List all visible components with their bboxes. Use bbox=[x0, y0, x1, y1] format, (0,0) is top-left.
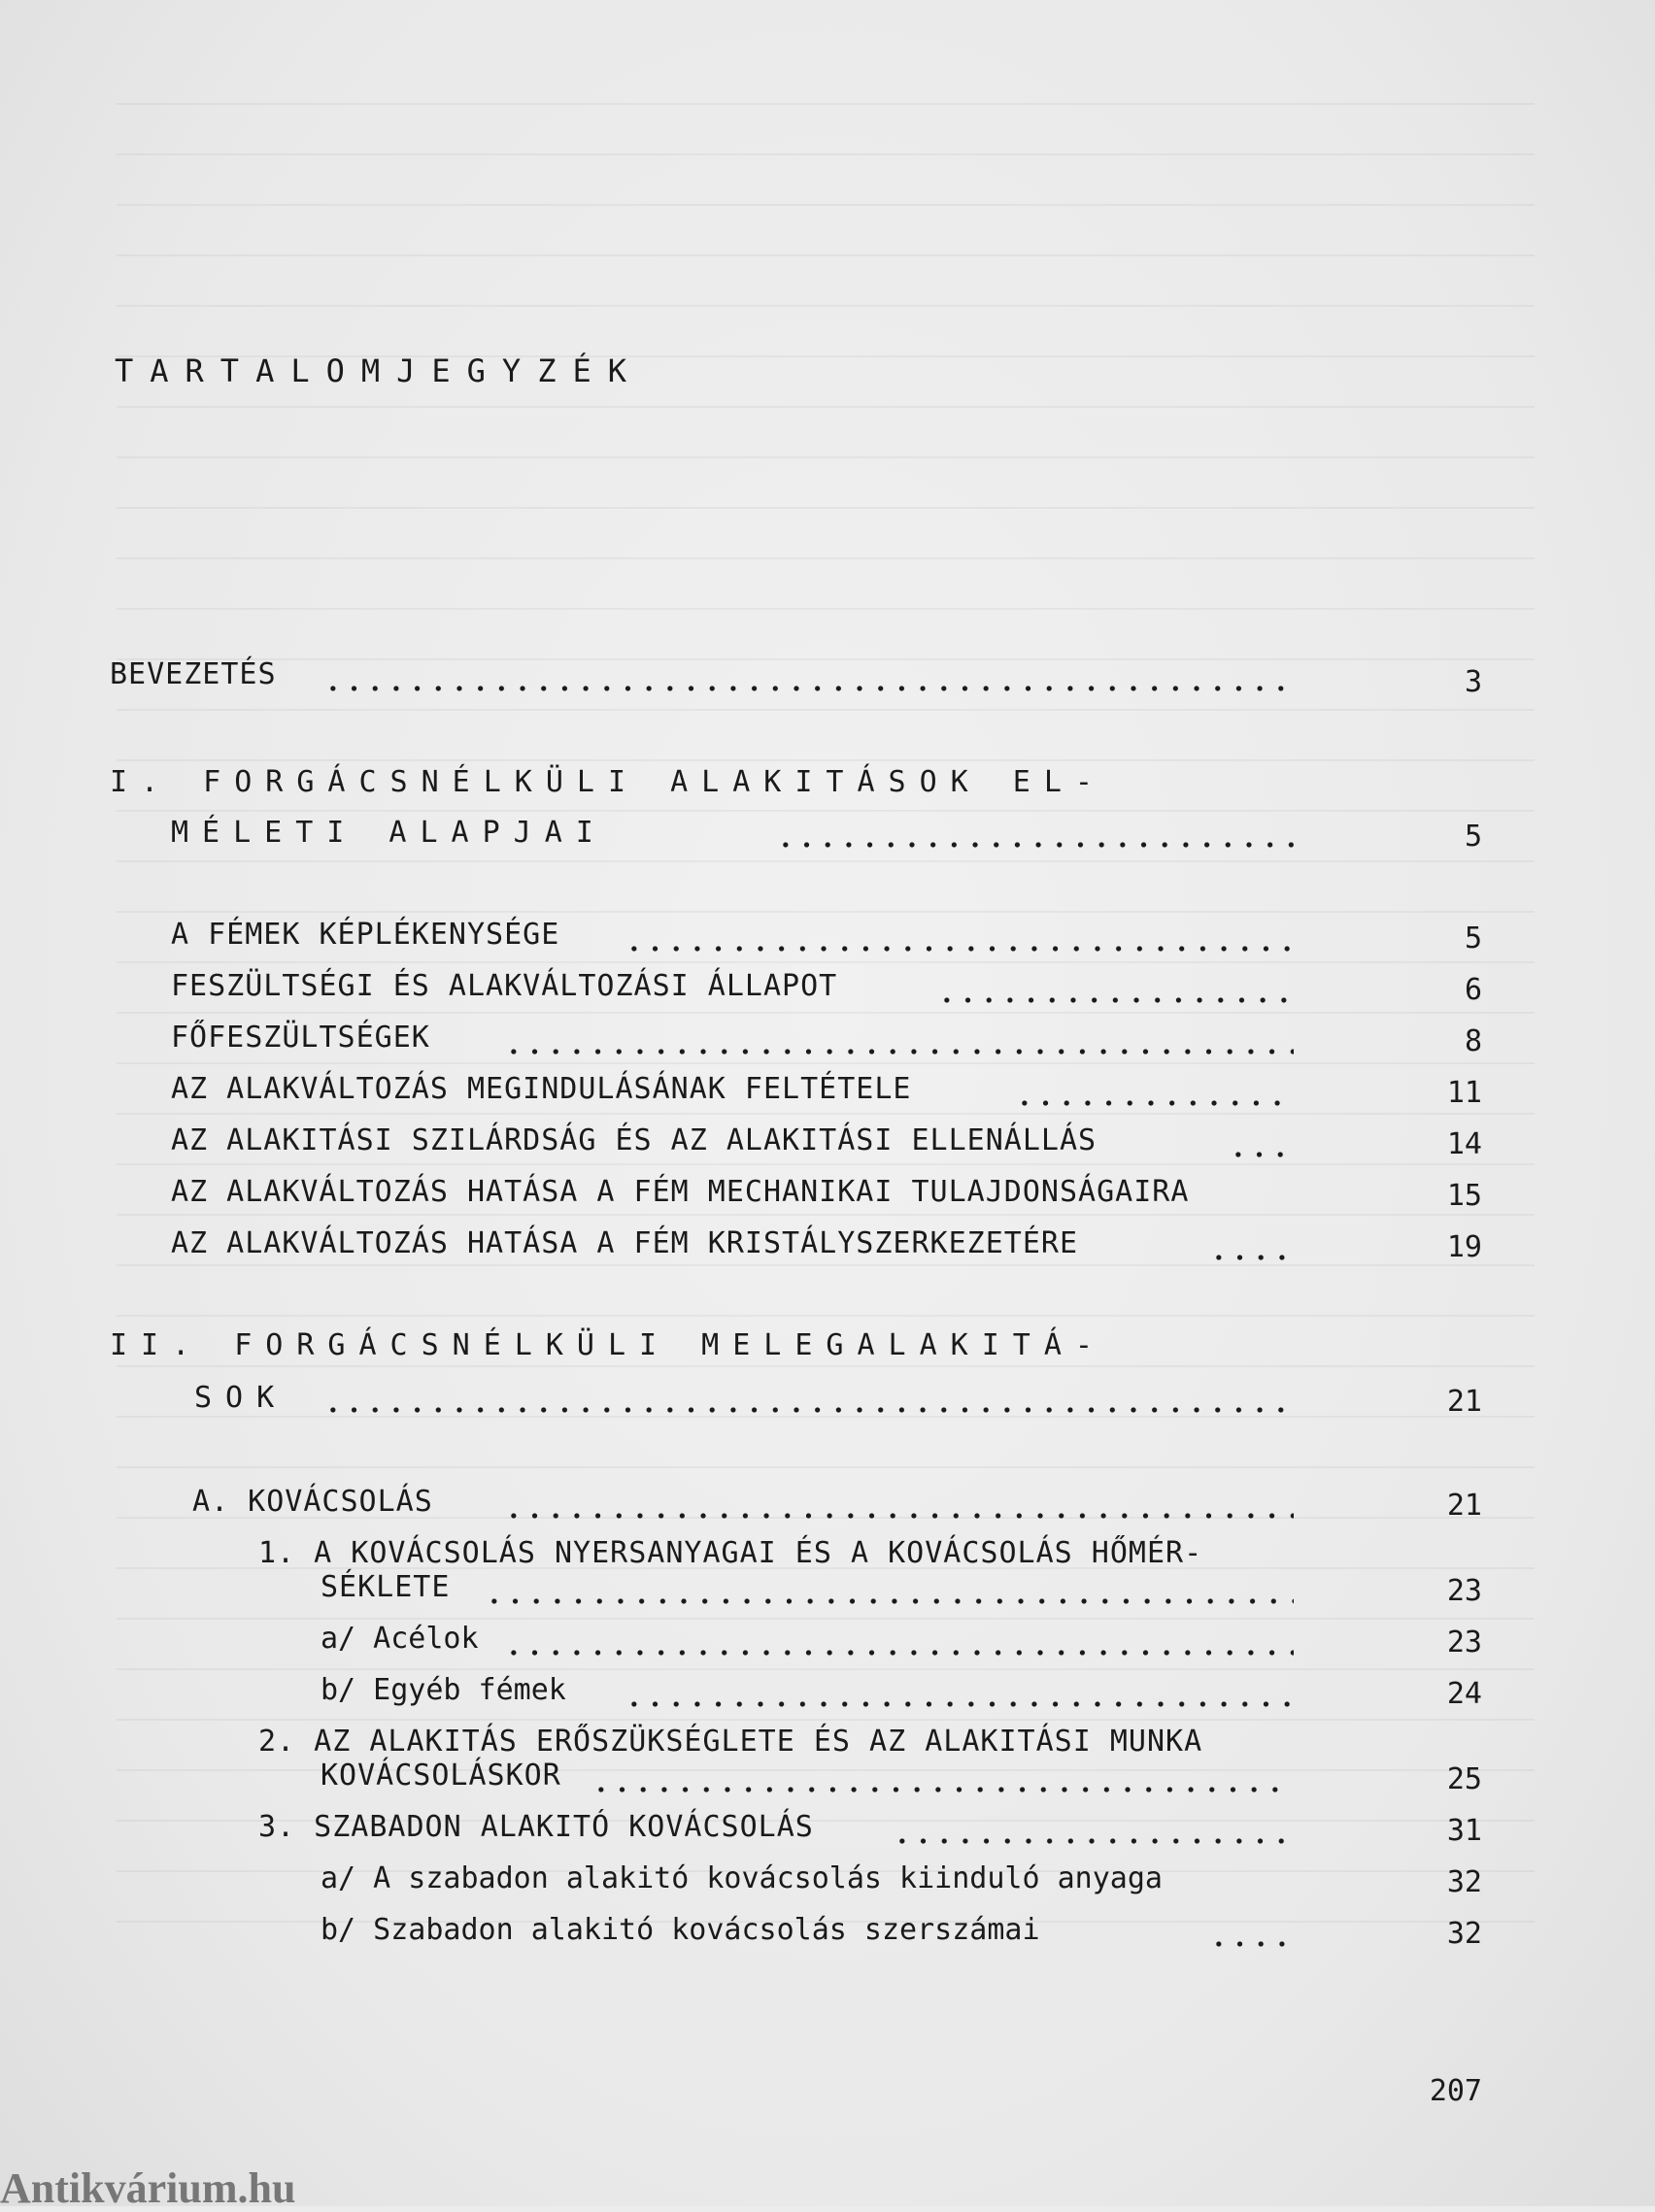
dot-leader bbox=[892, 1838, 1294, 1844]
chapter-heading-line1: I. FORGÁCSNÉLKÜLI ALAKITÁSOK EL- bbox=[110, 765, 1106, 799]
toc-entry-label-line1: 2. AZ ALAKITÁS ERŐSZÜKSÉGLETE ÉS AZ ALAKITÁSI MUNKA bbox=[258, 1725, 1203, 1759]
toc-entry-label: FŐFESZÜLTSÉGEK bbox=[171, 1021, 430, 1055]
dot-leader bbox=[484, 1598, 1294, 1604]
toc-entry-label: AZ ALAKVÁLTOZÁS HATÁSA A FÉM KRISTÁLYSZERKEZETÉRE bbox=[171, 1226, 1079, 1260]
toc-entry-page: 3 bbox=[1464, 665, 1482, 699]
toc-entry-page: 32 bbox=[1446, 1865, 1482, 1899]
dot-leader bbox=[591, 1787, 1294, 1793]
toc-entry-label: b/ Egyéb fémek bbox=[321, 1673, 566, 1707]
toc-entry-label: AZ ALAKVÁLTOZÁS MEGINDULÁSÁNAK FELTÉTELE bbox=[171, 1072, 912, 1106]
toc-entry-label: a/ A szabadon alakitó kovácsolás kiinduló anyaga bbox=[321, 1861, 1163, 1895]
toc-entry-label-line2: KOVÁCSOLÁSKOR bbox=[321, 1759, 561, 1793]
toc-entry-label: AZ ALAKVÁLTOZÁS HATÁSA A FÉM MECHANIKAI TULAJDONSÁGAIRA bbox=[171, 1175, 1190, 1209]
toc-title: TARTALOMJEGYZÉK bbox=[115, 352, 643, 389]
dot-leader bbox=[1208, 1941, 1294, 1947]
dot-leader bbox=[322, 1407, 1294, 1413]
toc-entry-label: A FÉMEK KÉPLÉKENYSÉGE bbox=[171, 918, 560, 952]
toc-entry-label: AZ ALAKITÁSI SZILÁRDSÁG ÉS AZ ALAKITÁSI ELLENÁLLÁS bbox=[171, 1123, 1098, 1157]
dot-leader bbox=[503, 1650, 1294, 1656]
toc-entry-label: FESZÜLTSÉGI ÉS ALAKVÁLTOZÁSI ÁLLAPOT bbox=[171, 969, 838, 1003]
chapter-heading-line2: SOK bbox=[194, 1381, 288, 1415]
toc-entry-page: 23 bbox=[1446, 1574, 1482, 1608]
page-number: 207 bbox=[1429, 2074, 1482, 2108]
toc-entry-page: 21 bbox=[1446, 1489, 1482, 1523]
dot-leader bbox=[503, 1513, 1294, 1519]
toc-section-label: A. KOVÁCSOLÁS bbox=[192, 1485, 433, 1519]
toc-entry-page: 11 bbox=[1446, 1076, 1482, 1110]
dot-leader bbox=[1014, 1100, 1294, 1106]
toc-entry-page: 14 bbox=[1446, 1127, 1482, 1161]
toc-entry-page: 23 bbox=[1446, 1625, 1482, 1659]
dot-leader bbox=[775, 842, 1294, 848]
toc-entry-label-line1: 1. A KOVÁCSOLÁS NYERSANYAGAI ÉS A KOVÁCSOLÁS HŐMÉR- bbox=[258, 1536, 1203, 1570]
dot-leader bbox=[322, 686, 1294, 691]
toc-entry-page: 24 bbox=[1446, 1677, 1482, 1711]
dot-leader bbox=[1228, 1152, 1294, 1157]
toc-entry-page: 21 bbox=[1446, 1385, 1482, 1419]
dot-leader bbox=[1208, 1255, 1294, 1260]
dot-leader bbox=[503, 1049, 1294, 1055]
chapter-heading-line1: II. FORGÁCSNÉLKÜLI MELEGALAKITÁ- bbox=[110, 1328, 1106, 1362]
toc-entry-label: a/ Acélok bbox=[321, 1622, 479, 1656]
toc-entry-label-line2: SÉKLETE bbox=[321, 1570, 451, 1604]
toc-entry-page: 19 bbox=[1446, 1230, 1482, 1264]
dot-leader bbox=[624, 946, 1294, 952]
watermark: Antikvárium.hu bbox=[0, 2164, 296, 2212]
toc-entry-label: 3. SZABADON ALAKITÓ KOVÁCSOLÁS bbox=[258, 1810, 814, 1844]
toc-entry-page: 15 bbox=[1446, 1179, 1482, 1213]
toc-entry-label: BEVEZETÉS bbox=[110, 657, 277, 691]
dot-leader bbox=[936, 997, 1294, 1003]
toc-entry-page: 5 bbox=[1464, 922, 1482, 955]
chapter-heading-line2: MÉLETI ALAPJAI bbox=[171, 816, 607, 850]
toc-entry-page: 31 bbox=[1446, 1814, 1482, 1848]
toc-entry-page: 6 bbox=[1464, 973, 1482, 1007]
toc-entry-page: 25 bbox=[1446, 1762, 1482, 1796]
toc-entry-page: 32 bbox=[1446, 1917, 1482, 1951]
toc-entry-label: b/ Szabadon alakitó kovácsolás szerszámai bbox=[321, 1913, 1040, 1947]
toc-entry-page: 5 bbox=[1464, 820, 1482, 854]
toc-entry-page: 8 bbox=[1464, 1024, 1482, 1058]
dot-leader bbox=[624, 1701, 1294, 1707]
